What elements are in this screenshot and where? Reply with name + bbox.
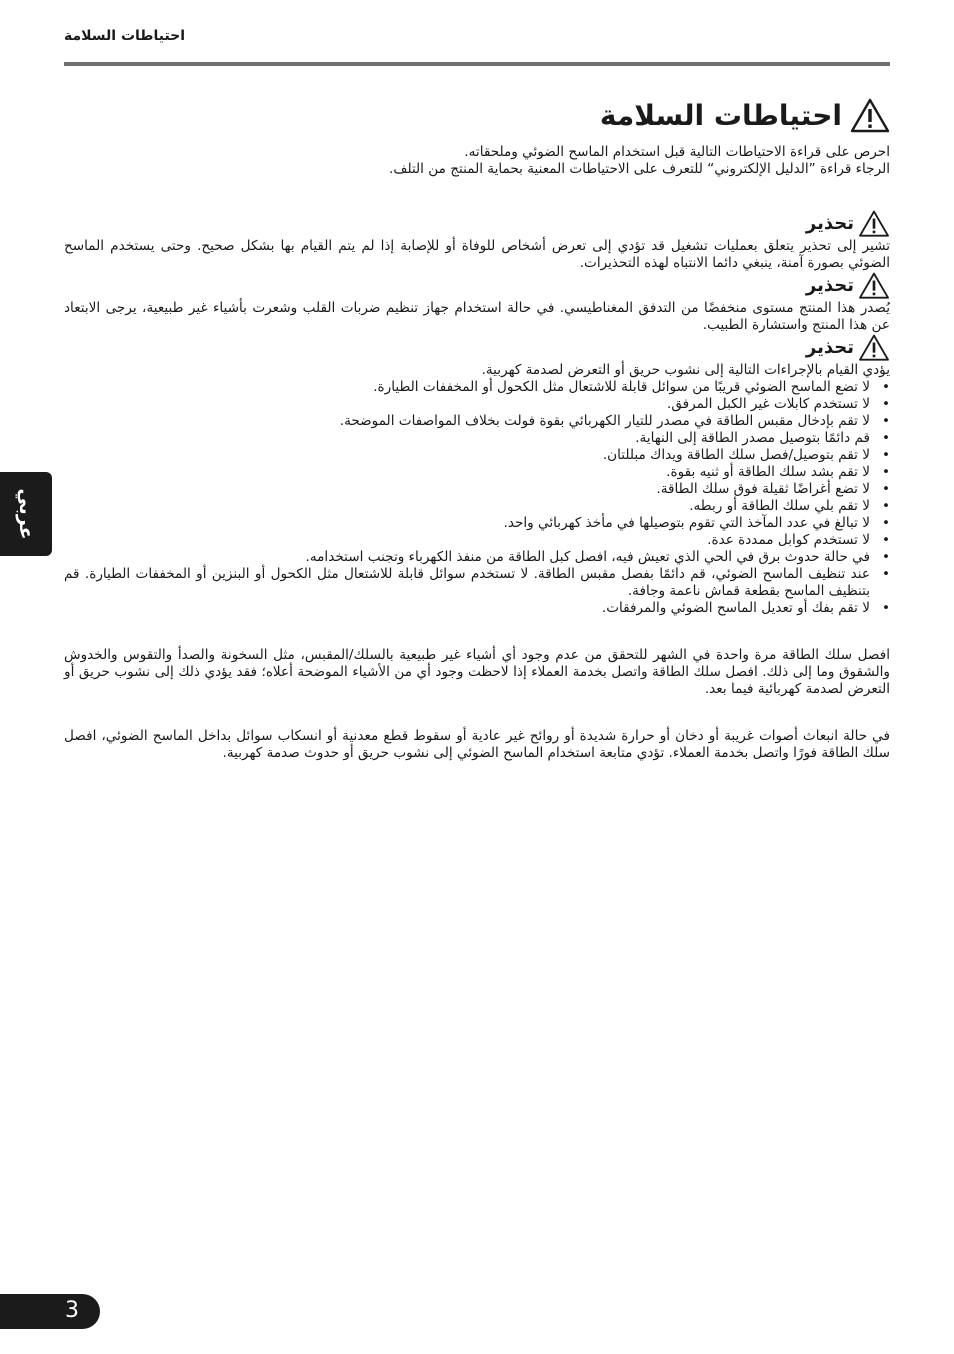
main-heading-text: احتياطات السلامة <box>599 99 842 132</box>
page-number-badge <box>0 1294 100 1329</box>
warning-text-3: يؤدي القيام بالإجراءات التالية إلى نشوب حريق أو التعرض لصدمة كهربية. <box>481 362 890 378</box>
page-header-title: احتياطات السلامة <box>64 28 186 44</box>
list-item: • في حالة حدوث برق في الحي الذي تعيش فيه، افصل كبل الطاقة من منفذ الكهرباء وتجنب استخدامه. <box>64 549 870 566</box>
main-heading <box>64 96 890 136</box>
page-number: 3 <box>65 1298 79 1323</box>
language-side-tab <box>0 472 52 556</box>
header-rule <box>64 62 890 66</box>
list-item: • لا تضع الماسح الضوئي قريبًا من سوائل قابلة للاشتعال مثل الكحول أو المخففات الطيارة. <box>64 379 870 396</box>
intro-line-1: احرص على قراءة الاحتياطات التالية قبل استخدام الماسح الضوئي وملحقاته. <box>464 144 890 160</box>
abnormal-conditions-paragraph: في حالة انبعاث أصوات غريبة أو دخان أو حرارة شديدة أو روائح غير عادية أو سقوط قطع معدنية أو انسكاب سوائل بداخل الماسح الضوئي، افصل سلك الطاقة فورًا واتصل بخدمة العملاء. تؤدي متابعة استخدام الماسح الضوئي إلى نشوب حريق أو حدوث صدمة كهربية. <box>64 728 890 761</box>
warning-label: تحذير <box>805 213 854 234</box>
list-item: • لا تقم بشد سلك الطاقة أو ثنيه بقوة. <box>64 464 870 481</box>
list-item: • لا تقم بفك أو تعديل الماسح الضوئي والمرفقات. <box>64 600 870 617</box>
warning-heading-1 <box>64 210 890 238</box>
document-content <box>64 96 890 762</box>
list-item: • لا تستخدم كوابل ممددة عدة. <box>64 532 870 549</box>
list-item: • لا تقم بلي سلك الطاقة أو ربطه. <box>64 498 870 515</box>
language-tab-label: عربي <box>15 488 37 540</box>
list-item: • لا تقم بتوصيل/فصل سلك الطاقة ويداك مبللتان. <box>64 447 870 464</box>
list-item: • لا تستخدم كابلات غير الكبل المرفق. <box>64 396 870 413</box>
warning-text-1: تشير إلى تحذير يتعلق بعمليات تشغيل قد تؤدي إلى تعرض أشخاص للوفاة أو للإصابة إذا لم يتم القيام بها بشكل صحيح. وحتى يستخدم الماسح الضوئي بصورة آمنة، ينبغي دائما الانتباه لهذه التحذيرات. <box>64 238 890 271</box>
warning-triangle-icon <box>850 98 890 134</box>
list-item: • لا تبالغ في عدد المآخذ التي تقوم بتوصيلها في مأخذ كهربائي واحد. <box>64 515 870 532</box>
warning-triangle-icon <box>858 210 890 238</box>
warning-triangle-icon <box>858 334 890 362</box>
warning-heading-3 <box>64 334 890 362</box>
list-item: • لا تضع أغراضًا ثقيلة فوق سلك الطاقة. <box>64 481 870 498</box>
list-item: • لا تقم بإدخال مقبس الطاقة في مصدر للتيار الكهربائي بقوة فولت بخلاف المواصفات الموضحة. <box>64 413 870 430</box>
warning-label: تحذير <box>805 337 854 358</box>
warning-heading-2 <box>64 272 890 300</box>
list-item: • عند تنظيف الماسح الضوئي، قم دائمًا بفصل مقبس الطاقة. لا تستخدم سوائل قابلة للاشتعال مثل الكحول أو البنزين أو المخففات الطيارة. قم بتنظيف الماسح بقطعة قماش ناعمة وجافة. <box>64 566 870 600</box>
power-cord-check-paragraph: افصل سلك الطاقة مرة واحدة في الشهر للتحقق من عدم وجود أي أشياء غير طبيعية بالسلك/المقبس، مثل السخونة والصدأ والتقوس والخدوش والشقوق وما إلى ذلك. افصل سلك الطاقة واتصل بخدمة العملاء إذا لاحظت وجود أي من الأشياء الموضحة أعلاه؛ فقد يؤدي ذلك إلى نشوب حريق أو التعرض لصدمة كهربائية فيما بعد. <box>64 647 890 697</box>
intro-line-2: الرجاء قراءة ”الدليل الإلكتروني“ للتعرف على الاحتياطات المعنية بحماية المنتج من التلف. <box>389 161 890 177</box>
warning-label: تحذير <box>805 275 854 296</box>
safety-bullet-list <box>64 379 890 617</box>
warning-triangle-icon <box>858 272 890 300</box>
warning-text-2: يُصدر هذا المنتج مستوى منخفضًا من التدفق المغناطيسي. في حالة استخدام جهاز تنظيم ضربات القلب وشعرت بأشياء غير طبيعية، يرجى الابتعاد عن هذا المنتج واستشارة الطبيب. <box>64 300 890 333</box>
list-item: • قم دائمًا بتوصيل مصدر الطاقة إلى النهاية. <box>64 430 870 447</box>
